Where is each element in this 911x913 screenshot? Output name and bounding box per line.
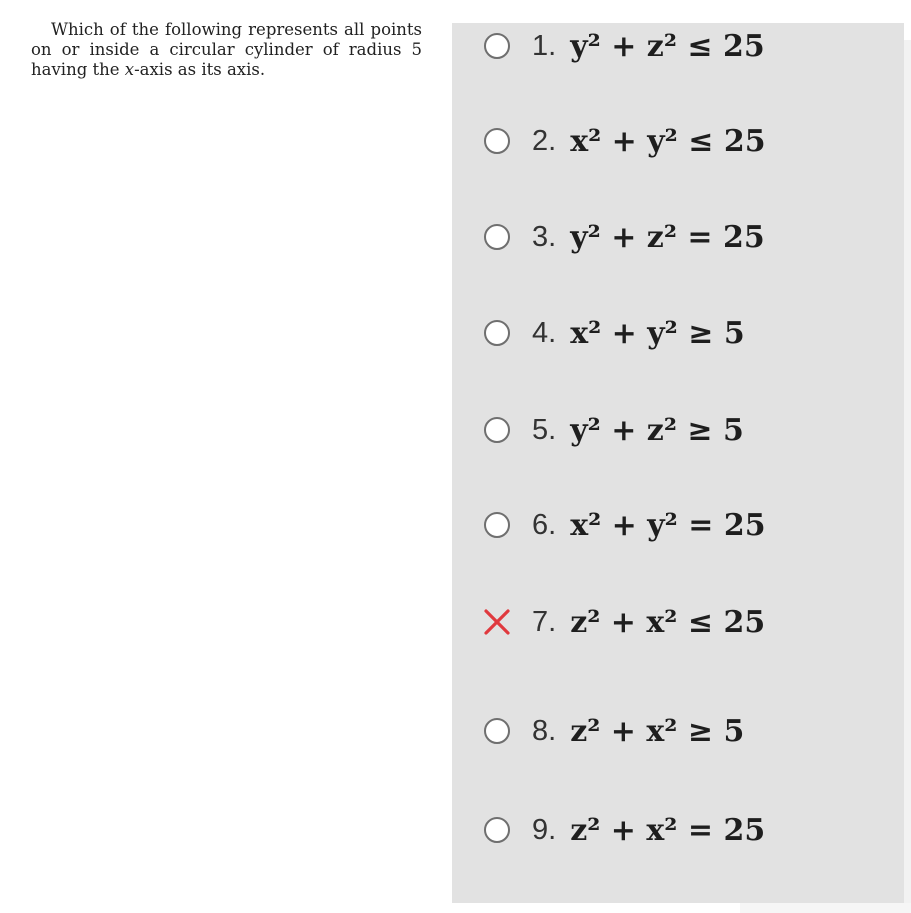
- red-cross-icon: [482, 607, 512, 637]
- option-3[interactable]: [484, 217, 894, 257]
- option-number: 1.: [532, 29, 557, 62]
- radio-circle-icon[interactable]: [484, 224, 510, 250]
- option-expression: x² + y² ≥ 5: [570, 315, 745, 351]
- question-text: [31, 20, 422, 80]
- option-5[interactable]: [484, 410, 894, 450]
- option-6[interactable]: [484, 505, 894, 545]
- option-7[interactable]: [484, 602, 894, 642]
- option-expression: z² + x² = 25: [570, 812, 766, 848]
- option-number: 9.: [532, 813, 557, 846]
- option-1[interactable]: [484, 26, 894, 66]
- option-number: 8.: [532, 714, 557, 747]
- radio-circle-icon[interactable]: [484, 817, 510, 843]
- option-number: 4.: [532, 316, 557, 349]
- radio-circle-icon[interactable]: [484, 320, 510, 346]
- option-number: 3.: [532, 220, 557, 253]
- option-expression: z² + x² ≤ 25: [570, 604, 766, 640]
- option-2[interactable]: [484, 121, 894, 161]
- option-expression: x² + y² = 25: [570, 507, 766, 543]
- panel-bottom-strip: [740, 903, 911, 913]
- option-expression: y² + z² ≥ 5: [570, 412, 744, 448]
- panel-right-edge: [904, 40, 911, 903]
- option-number: 2.: [532, 124, 557, 157]
- option-number: 6.: [532, 508, 557, 541]
- question-text-part-2: -axis as its axis.: [134, 60, 266, 79]
- option-expression: y² + z² = 25: [570, 219, 765, 255]
- radio-circle-icon[interactable]: [484, 718, 510, 744]
- question-variable-x: x: [124, 60, 135, 79]
- option-number: 5.: [532, 413, 557, 446]
- option-9[interactable]: [484, 810, 894, 850]
- option-8[interactable]: [484, 711, 894, 751]
- radio-circle-icon[interactable]: [484, 128, 510, 154]
- option-4[interactable]: [484, 313, 894, 353]
- question-text-part-1: Which of the following represents all points on or inside a circular cylinder of radius 5 having the: [31, 20, 422, 79]
- radio-circle-icon[interactable]: [484, 33, 510, 59]
- option-expression: y² + z² ≤ 25: [570, 28, 765, 64]
- option-expression: z² + x² ≥ 5: [570, 713, 745, 749]
- radio-circle-icon[interactable]: [484, 512, 510, 538]
- option-expression: x² + y² ≤ 25: [570, 123, 766, 159]
- radio-circle-icon[interactable]: [484, 417, 510, 443]
- option-number: 7.: [532, 605, 557, 638]
